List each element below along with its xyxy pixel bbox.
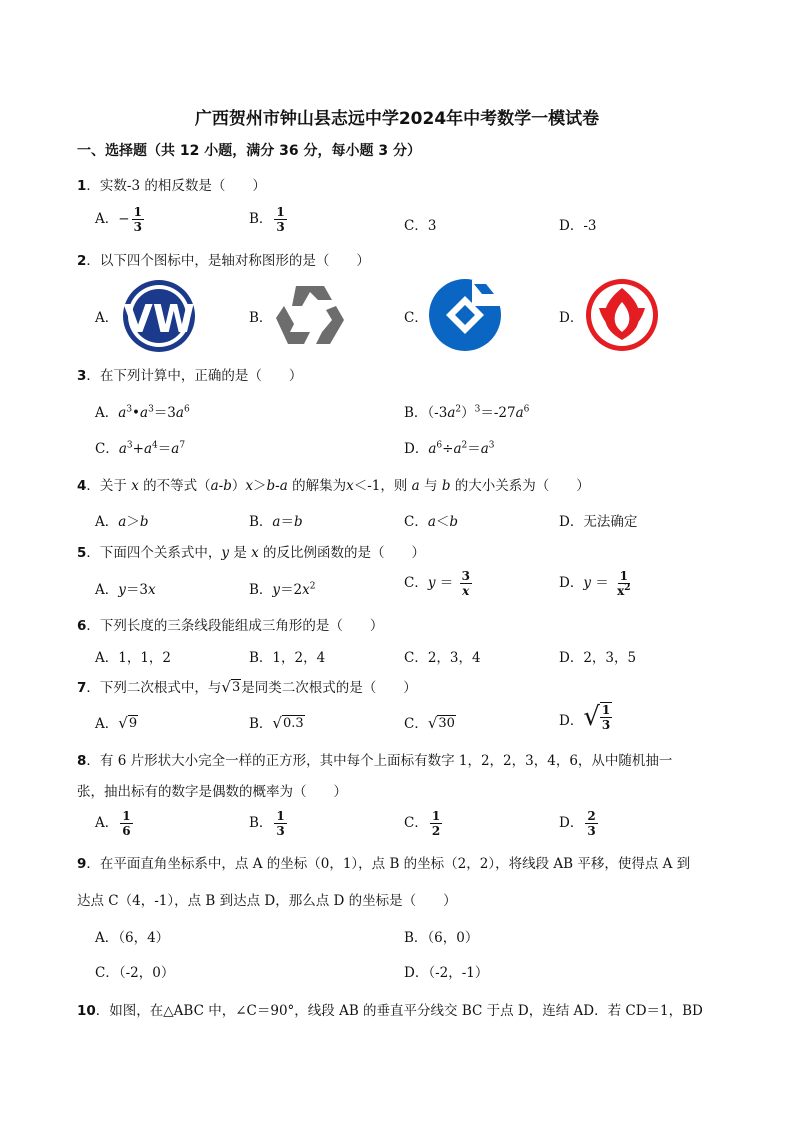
sqrt: √ 3 <box>221 678 241 696</box>
question-text: ．在下列计算中，正确的是（ ） <box>86 368 303 384</box>
question-text: ．下列长度的三条线段能组成三角形的是（ ） <box>86 618 384 634</box>
option-label: D． <box>559 713 584 729</box>
fraction <box>585 809 597 838</box>
page-title: 广西贺州市钟山县志远中学2024年中考数学一模试卷 <box>194 109 600 129</box>
text: ＞ <box>253 478 267 494</box>
ccb-logo-icon <box>428 278 502 352</box>
numerator: 1 <box>276 809 285 823</box>
question-10 <box>77 999 703 1019</box>
option-label: A． <box>95 211 119 227</box>
radicand: 3 <box>231 680 241 695</box>
denominator: 6 <box>122 824 131 838</box>
question-number: 1 <box>77 178 87 194</box>
q1-option-b <box>249 205 287 234</box>
q8-option-b <box>249 809 287 838</box>
numerator: 1 <box>133 205 142 219</box>
option-label: C． <box>404 815 428 831</box>
var: x <box>346 478 354 494</box>
sqrt: √ $\frac{1}{3}$ <box>583 702 611 732</box>
numerator: 1 <box>276 205 285 219</box>
q7-option-a <box>95 712 138 732</box>
q9-option-c <box>95 961 174 981</box>
q5-option-c: C．y ＝ $\frac{3}{x}$ <box>404 569 470 598</box>
denominator: 3 <box>133 220 142 234</box>
option-value: 1，2，4 <box>272 650 326 666</box>
q1-option-c <box>404 214 436 234</box>
question-8-line-1 <box>77 749 672 769</box>
q2-option-d-label: D． <box>559 310 584 326</box>
option-value: （6，4） <box>118 930 170 946</box>
question-number: 8 <box>77 753 87 769</box>
q5-option-d: D．y ＝ $\frac{1}{x^2}$ <box>559 569 631 598</box>
question-number: 6 <box>77 618 87 634</box>
recycle-logo-icon <box>274 284 346 346</box>
option-label: B． <box>249 582 273 598</box>
option-label: C． <box>404 218 428 234</box>
option-label: C． <box>95 965 119 981</box>
option-value: （-2，0） <box>118 965 175 981</box>
q7-option-b <box>249 712 305 732</box>
option-label: B． <box>249 716 273 732</box>
option-label: A． <box>95 514 119 530</box>
option-label: B． <box>249 650 273 666</box>
option-label: D． <box>404 441 429 457</box>
denominator: 3 <box>276 824 285 838</box>
option-label: D． <box>559 815 584 831</box>
option-label: A． <box>95 815 119 831</box>
minus-sign: − <box>118 211 130 227</box>
option-label: A． <box>95 405 119 421</box>
radicand: 0.3 <box>282 716 304 731</box>
option-value: （-2，-1） <box>428 965 489 981</box>
q8-option-a <box>95 809 133 838</box>
var: x <box>131 478 139 494</box>
denominator: 2 <box>431 824 441 838</box>
option-value: 2，3，5 <box>583 650 637 666</box>
question-9-line-2: 达点 C（4，-1），点 B 到达点 D，那么点 D 的坐标是（ ） <box>77 893 457 909</box>
option-label: B． <box>249 514 273 530</box>
denominator: 3 <box>587 824 596 838</box>
question-text: ．有 6 片形状大小完全一样的正方形，其中每个上面标有数字 1，2，2，3，4，6，从中随机抽一 <box>86 753 673 769</box>
question-text: ．以下四个图标中，是轴对称图形的是（ ） <box>86 253 370 269</box>
fraction <box>274 809 286 838</box>
question-number: 7 <box>77 680 87 696</box>
option-label: B． <box>249 211 273 227</box>
q2-option-a-label: A． <box>95 310 119 326</box>
section-heading: 一、选择题（共 12 小题，满分 36 分，每小题 3 分） <box>77 143 421 159</box>
question-number: 3 <box>77 368 87 384</box>
var: x <box>251 545 259 561</box>
expr: a-b <box>210 478 232 494</box>
q6-option-d <box>559 646 636 666</box>
question-number: 10 <box>77 1003 96 1019</box>
option-value: 2，3，4 <box>427 650 481 666</box>
question-4 <box>77 474 590 494</box>
option-label: B． <box>404 405 428 421</box>
question-number: 2 <box>77 253 87 269</box>
q2-option-b-label: B． <box>249 310 273 326</box>
q8-option-c <box>404 809 442 838</box>
option-value: 3 <box>427 218 437 234</box>
option-value: 无法确定 <box>583 514 638 530</box>
q3-option-b: B．$(-3a^2)^3=-27a^6$ <box>404 404 530 421</box>
vw-logo-icon <box>121 278 197 354</box>
text: 的大小关系为（ ） <box>450 478 590 494</box>
fraction <box>120 809 132 838</box>
denominator: 3 <box>601 718 611 732</box>
numerator: 1 <box>122 809 131 823</box>
q1-option-a <box>95 205 144 234</box>
q4-option-d <box>559 510 637 530</box>
option-label: D． <box>559 218 584 234</box>
text: 的解集为 <box>287 478 347 494</box>
text: 是同类二次根式的是（ ） <box>241 680 417 696</box>
radicand: 9 <box>128 716 138 731</box>
option-value: -3 <box>583 218 597 234</box>
option-label: A． <box>95 582 119 598</box>
question-8-line-2: 张，抽出标有的数字是偶数的概率为（ ） <box>77 784 347 800</box>
option-label: C． <box>404 650 428 666</box>
q5-option-a: A．y＝3x <box>95 582 156 598</box>
question-7 <box>77 676 417 696</box>
question-3 <box>77 364 302 384</box>
var: y <box>221 545 230 561</box>
q2-option-c-label: C． <box>404 310 428 326</box>
question-2 <box>77 249 370 269</box>
q5-option-b: B．$y=2x^2$ <box>249 581 316 598</box>
vw-logo-text: VW <box>123 297 195 341</box>
text: 与 <box>419 478 442 494</box>
question-6 <box>77 614 383 634</box>
q1-option-d <box>559 214 596 234</box>
option-label: B． <box>404 930 428 946</box>
question-text: ．如图，在△ABC 中，∠C＝90°，线段 AB 的垂直平分线交 BC 于点 D，连结 AD．若 CD＝1，BD <box>95 1003 703 1019</box>
text: ＜-1，则 <box>353 478 412 494</box>
var: a <box>411 478 420 494</box>
question-9-line-1 <box>77 852 690 872</box>
var: x <box>245 478 254 494</box>
sqrt: √ 30 <box>427 714 455 732</box>
q9-option-d <box>404 961 488 981</box>
option-label: C． <box>404 716 428 732</box>
question-text: ．实数-3 的相反数是（ ） <box>86 178 266 194</box>
q4-option-a: A．a＞b <box>95 514 149 530</box>
dongfeng-logo-icon <box>585 278 659 352</box>
option-value: 1，1，2 <box>118 650 172 666</box>
q6-option-b <box>249 646 325 666</box>
denominator: 3 <box>276 220 285 234</box>
option-label: D． <box>559 650 584 666</box>
fraction <box>600 702 612 732</box>
option-label: A． <box>95 930 119 946</box>
expr: b-a <box>266 478 288 494</box>
question-number: 9 <box>77 856 87 872</box>
text: ） <box>231 478 246 494</box>
text: 是 <box>229 545 252 561</box>
sqrt: √ 9 <box>118 714 138 732</box>
option-label: C． <box>404 575 428 591</box>
question-1 <box>77 174 266 194</box>
q3-option-c: C．$a^3+a^4=a^7$ <box>95 440 186 457</box>
text: ．下列二次根式中，与 <box>86 680 222 696</box>
option-label: D． <box>559 575 584 591</box>
q7-option-d <box>559 702 612 732</box>
option-label: C． <box>95 441 119 457</box>
option-label: D． <box>559 514 584 530</box>
option-label: B． <box>249 815 273 831</box>
question-5 <box>77 541 425 561</box>
q4-option-b: B．a＝b <box>249 514 303 530</box>
fraction <box>132 205 144 234</box>
q9-option-b <box>404 926 478 946</box>
var: b <box>441 478 451 494</box>
text: 的反比例函数的是（ ） <box>258 545 426 561</box>
q6-option-c <box>404 646 481 666</box>
q3-option-a: A．$a^3•a^3=3a^6$ <box>95 404 190 421</box>
text: ．下面四个关系式中， <box>86 545 222 561</box>
option-label: C． <box>404 514 428 530</box>
q6-option-a <box>95 646 171 666</box>
numerator: 1 <box>431 809 441 823</box>
option-label: A． <box>95 716 119 732</box>
q8-option-d <box>559 809 598 838</box>
fraction <box>430 809 442 838</box>
text: ．关于 <box>86 478 132 494</box>
radicand: 30 <box>438 716 455 731</box>
fraction: $\frac{3}{x}$ <box>461 569 470 598</box>
q3-option-d: D．$a^6\div a^2=a^3$ <box>404 440 495 457</box>
option-value: （6，0） <box>427 930 479 946</box>
question-number: 5 <box>77 545 87 561</box>
numerator: 2 <box>587 809 596 823</box>
q7-option-c <box>404 712 456 732</box>
numerator: 1 <box>601 703 611 717</box>
option-label: D． <box>404 965 429 981</box>
fraction: $\frac{1}{x^2}$ <box>617 569 631 598</box>
option-label: A． <box>95 650 119 666</box>
sqrt: √ 0.3 <box>272 714 304 732</box>
text: 的不等式（ <box>138 478 211 494</box>
q4-option-c: C．a＜b <box>404 514 459 530</box>
fraction <box>274 205 286 234</box>
q9-option-a <box>95 926 169 946</box>
question-text: ．在平面直角坐标系中，点 A 的坐标（0，1），点 B 的坐标（2，2），将线段 AB 平移，使得点 A 到 <box>86 856 691 872</box>
question-number: 4 <box>77 478 87 494</box>
